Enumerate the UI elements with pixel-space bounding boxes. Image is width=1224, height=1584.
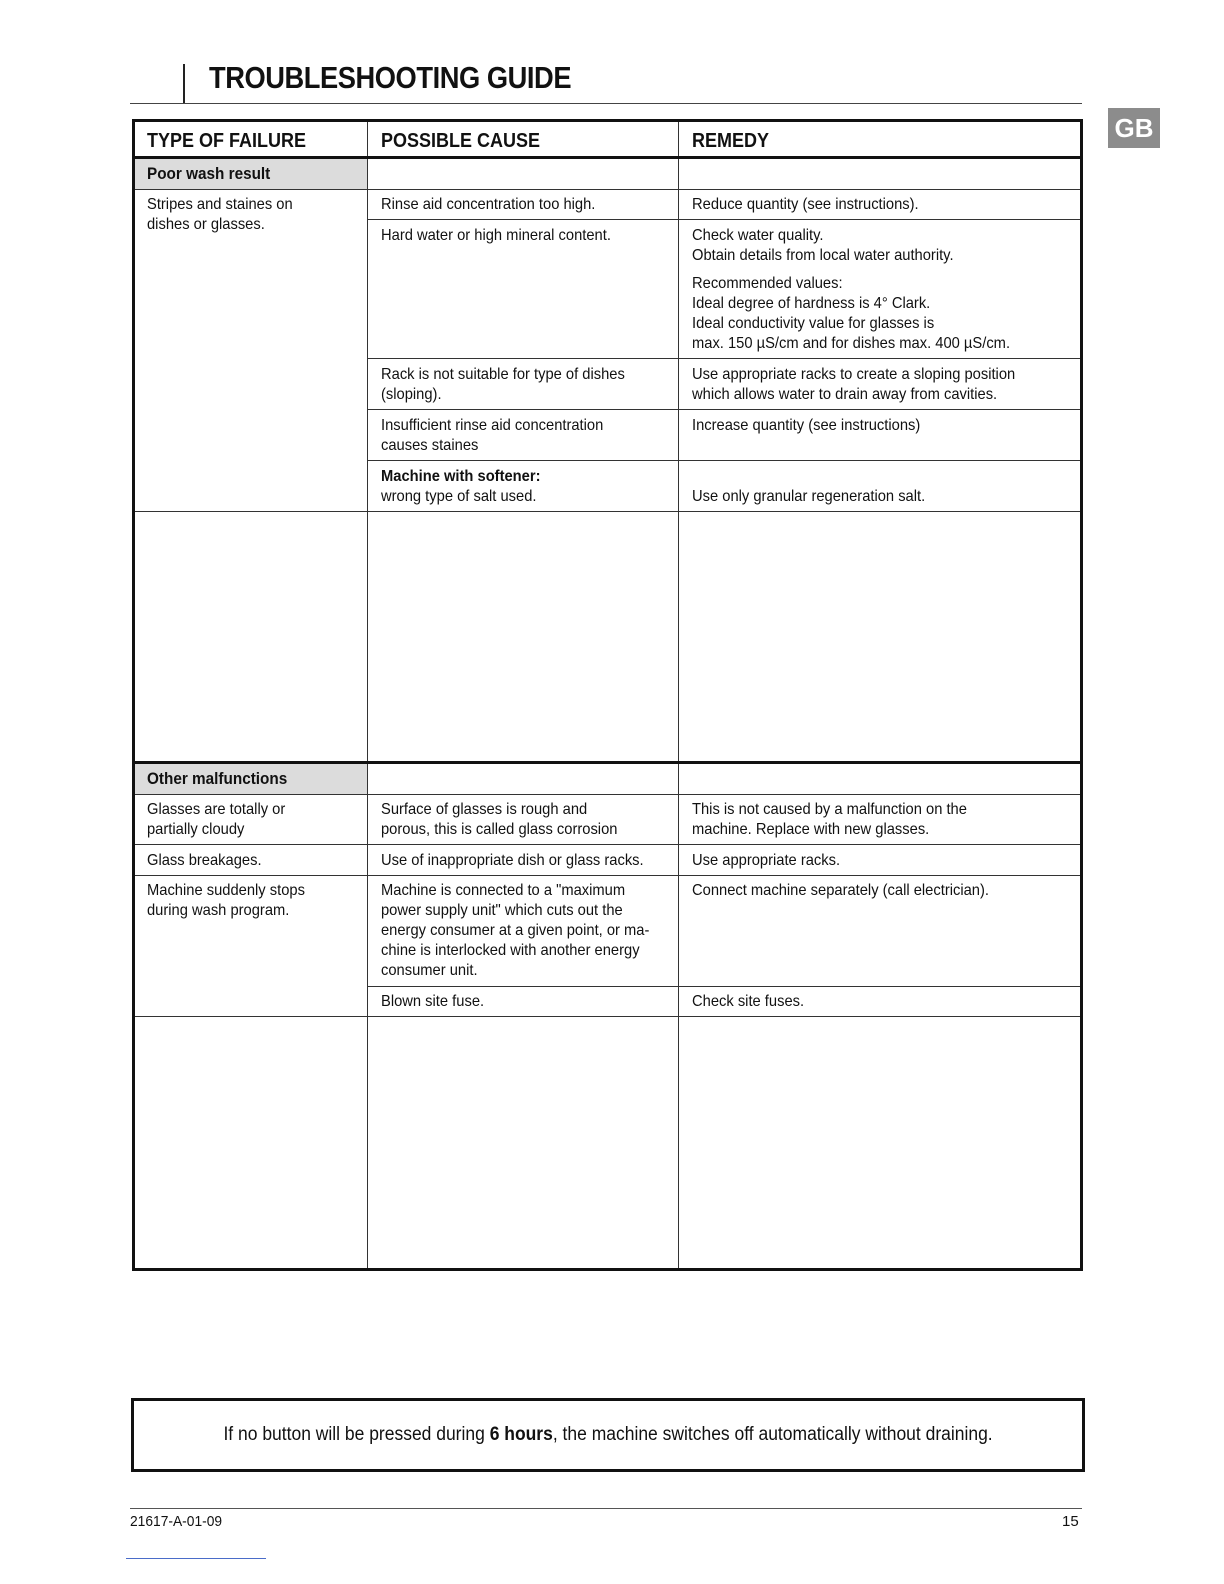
header-possible-cause: POSSIBLE CAUSE — [381, 130, 541, 152]
cause-inappropriate-racks: Use of inappropriate dish or glass racks. — [381, 852, 644, 869]
header-type-of-failure: TYPE OF FAILURE — [147, 130, 307, 152]
cause-wrong-salt: Machine with softener: wrong type of salt used. — [381, 468, 541, 505]
cause-hard-water: Hard water or high mineral content. — [381, 227, 611, 244]
remedy-appropriate-racks: Use appropriate racks to create a sloping position which allows water to drain away from cavities. — [692, 366, 1016, 403]
failure-stripes: Stripes and staines on dishes or glasses. — [147, 196, 293, 233]
col-divider — [678, 122, 679, 1268]
remedy-increase-quantity: Increase quantity (see instructions) — [692, 417, 921, 434]
cause-blown-fuse: Blown site fuse. — [381, 993, 485, 1010]
cause-rinse-aid-high: Rinse aid concentration too high. — [381, 196, 596, 213]
page-number: 15 — [1062, 1513, 1079, 1530]
cause-rack-unsuitable: Rack is not suitable for type of dishes (sloping). — [381, 366, 625, 403]
remedy-granular-salt: Use only granular regeneration salt. — [692, 488, 926, 505]
remedy-use-appropriate-racks: Use appropriate racks. — [692, 852, 841, 869]
remedy-reduce-quantity: Reduce quantity (see instructions). — [692, 196, 919, 213]
auto-off-notice: If no button will be pressed during 6 hours, the machine switches off automatically without draining. — [131, 1398, 1085, 1472]
language-tab: GB — [1108, 108, 1160, 148]
page-title: TROUBLESHOOTING GUIDE — [209, 60, 572, 95]
header-divider — [183, 64, 185, 104]
link-underline — [126, 1558, 266, 1559]
cause-glass-corrosion: Surface of glasses is rough and porous, this is called glass corrosion — [381, 801, 618, 838]
header-remedy: REMEDY — [692, 130, 770, 152]
header-rule — [130, 103, 1082, 104]
remedy-check-fuses: Check site fuses. — [692, 993, 805, 1010]
section-poor-wash-result: Poor wash result — [135, 159, 367, 189]
failure-glasses-cloudy: Glasses are totally or partially cloudy — [147, 801, 286, 838]
failure-glass-breakages: Glass breakages. — [147, 852, 262, 869]
troubleshooting-table — [132, 119, 1083, 1271]
cause-max-power-unit: Machine is connected to a "maximum power supply unit" which cuts out the energy consumer at a given point, or ma- chine is interlocked with another energy consumer unit. — [381, 882, 650, 979]
remedy-check-water: Check water quality. Obtain details from local water authority. Recommended values: Ideal degree of hardness is 4° Clark. Ideal conductivity value for glasses is max. 150 µS/cm and for dishes max. 400 µS/cm. — [692, 227, 1011, 352]
footer-rule — [130, 1508, 1082, 1509]
cause-insufficient-rinse-aid: Insufficient rinse aid concentration causes staines — [381, 417, 604, 454]
document-code: 21617-A-01-09 — [130, 1513, 223, 1530]
col-divider — [367, 122, 368, 1268]
failure-machine-stops: Machine suddenly stops during wash program. — [147, 882, 305, 919]
remedy-new-glasses: This is not caused by a malfunction on the machine. Replace with new glasses. — [692, 801, 967, 838]
remedy-connect-separately: Connect machine separately (call electrician). — [692, 882, 989, 899]
section-other-malfunctions: Other malfunctions — [135, 764, 367, 794]
